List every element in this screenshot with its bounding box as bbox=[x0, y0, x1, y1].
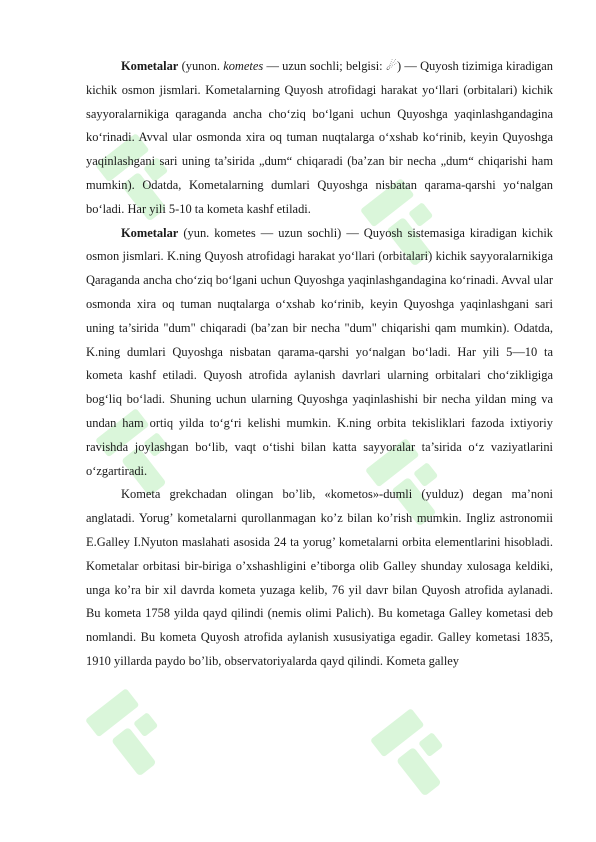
paragraph-2-text: (yun. kometes — uzun sochli) — Quyosh sistemasiga kiradigan kichik osmon jismlari. K.ning Quyosh atrofidagi harakat yo‘llari (orbitalari) kichik sayyoralarnikiga Qaraganda ancha cho‘ziq bo‘lgani uchun Quyoshga yaqinlashgandagina ko‘rinadi. Avval ular osmonda xira oq tuman nuqtalarga o‘xshab ko‘rinib, keyin Quyoshga yaqinlashgani sari uning ta’sirida "dum" chiqaradi (ba’zan bir necha "dum" chiqarishi qam mumkin). Odatda, K.ning dumlari Quyoshga nisbatan qarama-qarshi yo‘nalgan bo‘ladi. Har yili 5—10 ta kometa kashf etiladi. Quyosh atrofida aylanish davrlari ularning orbitalari cho‘zikligiga bog‘liq bo‘ladi. Shuning uchun ularning Quyoshga yaqinlashishi bir necha yildan ming va undan ham ortiq yilda to‘g‘ri kelishi mumkin. K.ning orbita tekisliklari fazoda ixtiyoriy ravishda joylashgan bo‘lib, vaqt o‘tishi bilan katta sayyoralar ta’sirida o‘z vaziyatlarini o‘zgartiradi. bbox=[86, 225, 553, 478]
term-kometalar-2: Kometalar bbox=[121, 225, 179, 240]
watermark-mark bbox=[370, 707, 461, 802]
paragraph-3-text: Kometa grekchadan olingan bo’lib, «kometos»-dumli (yulduz) degan ma’noni anglatadi. Yorug’ kometalarni qurollanmagan ko’z bilan ko’rish mumkin. Ingliz astronomii E.Galley I.Nyuton maslahati asosida 24 ta yorug’ kometalarni orbita elementlarini hisobladi. Kometalar orbitasi bir-biriga o’xshashligini e’tiborga olib Galley shunday xulosaga keldiki, unga ko’ra bir xil davrda kometa yuzaga kelib, 76 yil davr bilan Quyosh atrofida aylanadi. Bu kometa 1758 yilda qayd qilindi (nemis olimi Palich). Bu kometaga Galley kometasi deb nomlandi. Bu kometa Quyosh atrofida aylanish xususiyatiga egadir. Galley kometasi 1835, 1910 yillarda paydo bo’lib, observatoriyalarda qayd qilindi. Kometa galley bbox=[86, 487, 553, 668]
term-kometalar: Kometalar bbox=[121, 59, 179, 73]
watermark-mark bbox=[85, 687, 176, 782]
document-body bbox=[86, 55, 553, 674]
paragraph-3 bbox=[86, 483, 553, 673]
paragraph-1-pre: (yunon. bbox=[178, 59, 224, 73]
paragraph-1 bbox=[86, 55, 553, 222]
paragraph-2 bbox=[86, 222, 553, 484]
paragraph-1-text: — uzun sochli; belgisi: ☄) — Quyosh tizimiga kiradigan kichik osmon jismlari. Kometalarning Quyosh atrofidagi harakat yo‘llari (orbitalari) kichik sayyoralarnikiga qaraganda ancha cho‘ziq bo‘lgani uchun Quyoshga yaqinlashgandagina ko‘rinadi. Avval ular osmonda xira oq tuman nuqtalarga o‘xshab ko‘rinib, keyin Quyoshga yaqinlashgani sari uning ta’sirida „dum“ chiqaradi (ba’zan bir necha „dum“ chiqarishi ham mumkin). Odatda, Kometalarning dumlari Quyoshga nisbatan qarama-qarshi yo‘nalgan bo‘ladi. Har yili 5-10 ta kometa kashf etiladi. bbox=[86, 59, 553, 216]
italic-term: kometes bbox=[223, 59, 264, 73]
